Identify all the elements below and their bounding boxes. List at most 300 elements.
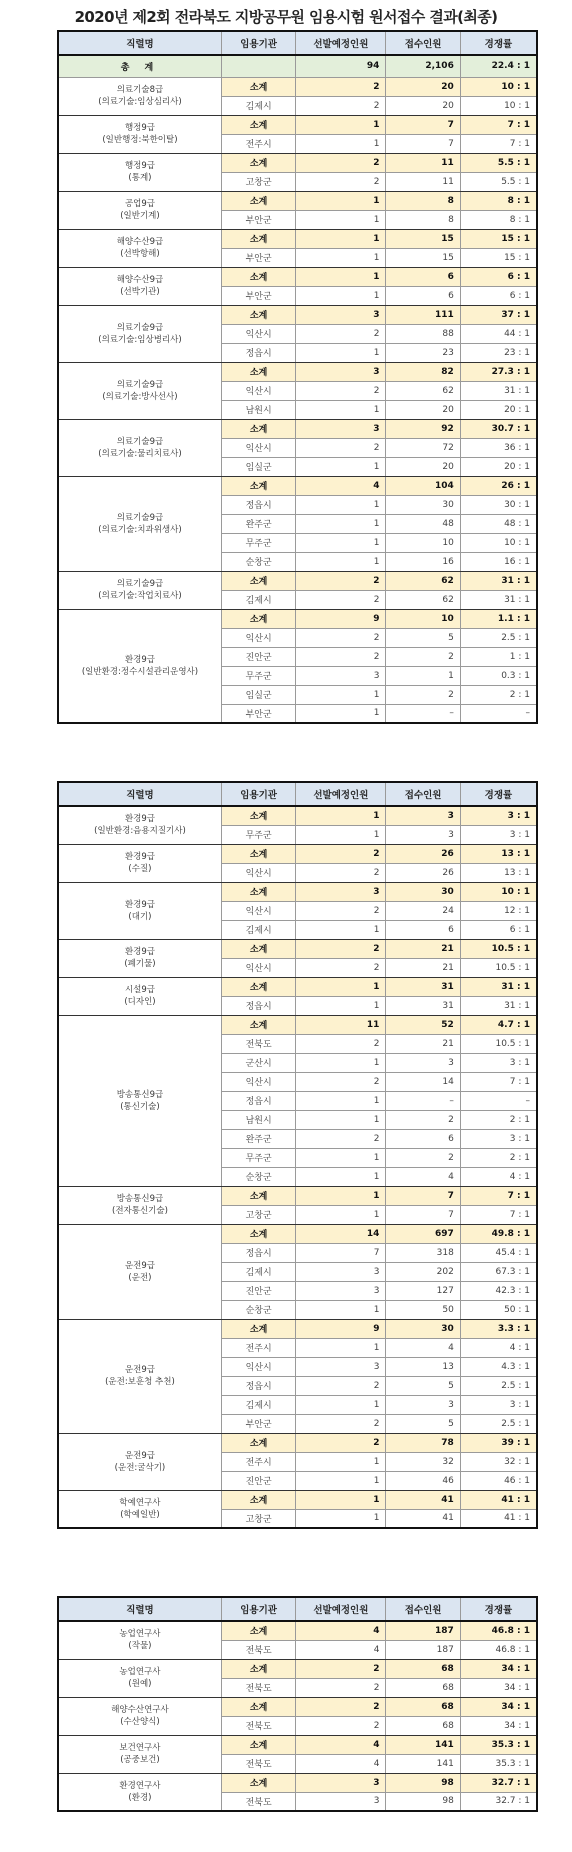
position-name	[58, 1659, 221, 1697]
position-title: 운전9급	[124, 1260, 155, 1271]
agency-cell: 전주시	[221, 134, 295, 153]
applied-cell: 20	[386, 96, 460, 115]
position-detail: (운전:굴삭기)	[114, 1462, 166, 1473]
ratio-cell: 3 : 1	[460, 806, 537, 825]
planned-cell: 2	[296, 1072, 386, 1091]
planned-cell: 3	[296, 305, 386, 324]
ratio-cell: 5.5 : 1	[460, 172, 537, 191]
ratio-cell: 31 : 1	[460, 571, 537, 590]
subtotal-row	[58, 1433, 537, 1452]
position-title: 농업연구사	[119, 1667, 161, 1677]
applied-cell: 20	[386, 457, 460, 476]
planned-cell: 2	[296, 647, 386, 666]
applied-cell: 68	[386, 1659, 460, 1678]
agency-cell: 김제시	[221, 1262, 295, 1281]
ratio-cell: 31 : 1	[460, 996, 537, 1015]
agency-cell: 남원시	[221, 1110, 295, 1129]
applied-cell: 14	[386, 1072, 460, 1091]
position-title: 해양수산9급	[116, 237, 164, 247]
planned-cell: 4	[296, 1754, 386, 1773]
planned-cell: 2	[296, 96, 386, 115]
ratio-cell: 12 : 1	[460, 901, 537, 920]
agency-cell: 소계	[221, 191, 295, 210]
ratio-cell: 49.8 : 1	[460, 1224, 537, 1243]
planned-cell: 4	[296, 476, 386, 495]
applied-cell: 30	[386, 1319, 460, 1338]
position-name	[58, 419, 221, 476]
agency-cell: 정읍시	[221, 1091, 295, 1110]
agency-cell: 소계	[221, 1319, 295, 1338]
planned-cell: 1	[296, 1091, 386, 1110]
planned-cell: 4	[296, 1640, 386, 1659]
position-name	[58, 806, 221, 844]
applied-cell: 15	[386, 229, 460, 248]
agency-cell: 익산시	[221, 438, 295, 457]
ratio-cell: 34 : 1	[460, 1697, 537, 1716]
position-name	[58, 229, 221, 267]
agency-cell: 전주시	[221, 1338, 295, 1357]
applied-cell: 6	[386, 286, 460, 305]
applied-cell: 6	[386, 920, 460, 939]
applied-cell: 10	[386, 609, 460, 628]
ratio-cell: 31 : 1	[460, 381, 537, 400]
agency-cell: 정읍시	[221, 495, 295, 514]
planned-cell: 1	[296, 1471, 386, 1490]
position-detail: (운전)	[128, 1272, 152, 1283]
agency-cell: 무주군	[221, 1148, 295, 1167]
column-header: 임용기관	[221, 1597, 295, 1621]
ratio-cell: 4.7 : 1	[460, 1015, 537, 1034]
position-title: 해양수산연구사	[111, 1705, 169, 1715]
position-title: 운전9급	[124, 1365, 155, 1375]
subtotal-row	[58, 1735, 537, 1754]
planned-cell: 1	[296, 248, 386, 267]
planned-cell: 2	[296, 863, 386, 882]
applied-cell: 82	[386, 362, 460, 381]
ratio-cell: 4 : 1	[460, 1338, 537, 1357]
agency-cell: 익산시	[221, 1357, 295, 1376]
applied-cell: 141	[386, 1735, 460, 1754]
applied-cell: 62	[386, 590, 460, 609]
subtotal-row	[58, 1621, 537, 1640]
agency-cell: 무주군	[221, 825, 295, 844]
planned-cell: 1	[296, 343, 386, 362]
planned-cell: 1	[296, 704, 386, 723]
ratio-cell: 23 : 1	[460, 343, 537, 362]
agency-cell: 익산시	[221, 958, 295, 977]
ratio-cell: 48 : 1	[460, 514, 537, 533]
applied-cell: 3	[386, 806, 460, 825]
applied-cell: 104	[386, 476, 460, 495]
agency-cell: 소계	[221, 609, 295, 628]
planned-cell: 1	[296, 400, 386, 419]
ratio-cell: 3 : 1	[460, 1395, 537, 1414]
position-name	[58, 1697, 221, 1735]
position-detail: (의료기술:물리치료사)	[98, 448, 182, 459]
applied-cell: 2	[386, 1148, 460, 1167]
applied-cell: 31	[386, 977, 460, 996]
agency-cell: 남원시	[221, 400, 295, 419]
agency-cell: 소계	[221, 1015, 295, 1034]
position-detail: (의료기술:임상심리사)	[98, 97, 182, 107]
ratio-cell: 10 : 1	[460, 96, 537, 115]
position-title: 환경9급	[124, 814, 155, 825]
applied-cell: 6	[386, 267, 460, 286]
total-ratio: 22.4 : 1	[460, 55, 537, 77]
ratio-cell: 3 : 1	[460, 1129, 537, 1148]
planned-cell: 3	[296, 1357, 386, 1376]
ratio-cell: 31 : 1	[460, 977, 537, 996]
results-table-2	[57, 781, 538, 1529]
ratio-cell: 8 : 1	[460, 191, 537, 210]
position-detail: (일반기계)	[120, 211, 160, 221]
position-name	[58, 977, 221, 1015]
column-header: 직렬명	[58, 31, 221, 55]
applied-cell: 41	[386, 1509, 460, 1528]
position-name	[58, 77, 221, 115]
agency-cell: 소계	[221, 806, 295, 825]
header-row	[58, 782, 537, 806]
ratio-cell: 8 : 1	[460, 210, 537, 229]
header-row	[58, 31, 537, 55]
ratio-cell: 4.3 : 1	[460, 1357, 537, 1376]
planned-cell: 1	[296, 1053, 386, 1072]
agency-cell: 소계	[221, 77, 295, 96]
planned-cell: 1	[296, 806, 386, 825]
position-detail: (의료기술:방사선사)	[102, 391, 178, 402]
ratio-cell: 6 : 1	[460, 267, 537, 286]
column-header: 접수인원	[386, 1597, 460, 1621]
agency-cell: 전주시	[221, 1452, 295, 1471]
position-name	[58, 1735, 221, 1773]
ratio-cell: 7 : 1	[460, 134, 537, 153]
applied-cell: 4	[386, 1338, 460, 1357]
position-title: 의료기술9급	[116, 512, 164, 523]
applied-cell: 2	[386, 1110, 460, 1129]
planned-cell: 3	[296, 882, 386, 901]
planned-cell: 3	[296, 1792, 386, 1811]
applied-cell: 11	[386, 172, 460, 191]
planned-cell: 1	[296, 457, 386, 476]
applied-cell: 10	[386, 533, 460, 552]
planned-cell: 9	[296, 1319, 386, 1338]
agency-cell: 임실군	[221, 457, 295, 476]
position-name	[58, 191, 221, 229]
agency-cell: 완주군	[221, 514, 295, 533]
planned-cell: 2	[296, 172, 386, 191]
position-name	[58, 1621, 221, 1659]
agency-cell: 김제시	[221, 96, 295, 115]
position-detail: (의료기술:치과위생사)	[98, 524, 182, 535]
planned-cell: 1	[296, 495, 386, 514]
ratio-cell: 3.3 : 1	[460, 1319, 537, 1338]
planned-cell: 2	[296, 844, 386, 863]
ratio-cell: –	[460, 1091, 537, 1110]
applied-cell: 68	[386, 1716, 460, 1735]
applied-cell: 21	[386, 1034, 460, 1053]
ratio-cell: 15 : 1	[460, 248, 537, 267]
agency-cell: 소계	[221, 1433, 295, 1452]
position-detail: (전자통신기술)	[112, 1206, 168, 1216]
agency-cell: 무주군	[221, 533, 295, 552]
applied-cell: 68	[386, 1697, 460, 1716]
planned-cell: 1	[296, 210, 386, 229]
position-name	[58, 1773, 221, 1811]
applied-cell: 98	[386, 1792, 460, 1811]
applied-cell: 62	[386, 571, 460, 590]
planned-cell: 2	[296, 77, 386, 96]
applied-cell: 92	[386, 419, 460, 438]
results-table-1	[57, 30, 538, 724]
planned-cell: 1	[296, 1186, 386, 1205]
applied-cell: 30	[386, 882, 460, 901]
ratio-cell: 10.5 : 1	[460, 1034, 537, 1053]
ratio-cell: 31 : 1	[460, 590, 537, 609]
position-title: 방송통신9급	[116, 1089, 164, 1100]
agency-cell: 완주군	[221, 1129, 295, 1148]
subtotal-row	[58, 1773, 537, 1792]
ratio-cell: 32.7 : 1	[460, 1792, 537, 1811]
applied-cell: 7	[386, 134, 460, 153]
planned-cell: 3	[296, 419, 386, 438]
ratio-cell: 10 : 1	[460, 533, 537, 552]
planned-cell: 2	[296, 1716, 386, 1735]
ratio-cell: 10 : 1	[460, 77, 537, 96]
planned-cell: 1	[296, 1167, 386, 1186]
ratio-cell: 35.3 : 1	[460, 1735, 537, 1754]
applied-cell: 187	[386, 1621, 460, 1640]
subtotal-row	[58, 1490, 537, 1509]
ratio-cell: 2.5 : 1	[460, 1414, 537, 1433]
planned-cell: 4	[296, 1621, 386, 1640]
subtotal-row	[58, 1319, 537, 1338]
ratio-cell: 13 : 1	[460, 844, 537, 863]
ratio-cell: 3 : 1	[460, 1053, 537, 1072]
agency-cell: 부안군	[221, 704, 295, 723]
planned-cell: 1	[296, 1148, 386, 1167]
position-name	[58, 305, 221, 362]
planned-cell: 1	[296, 996, 386, 1015]
agency-cell: 익산시	[221, 1072, 295, 1091]
agency-cell: 소계	[221, 882, 295, 901]
planned-cell: 2	[296, 1433, 386, 1452]
ratio-cell: 15 : 1	[460, 229, 537, 248]
planned-cell: 1	[296, 267, 386, 286]
planned-cell: 1	[296, 552, 386, 571]
column-header: 경쟁률	[460, 782, 537, 806]
applied-cell: 7	[386, 115, 460, 134]
total-row	[58, 55, 537, 77]
applied-cell: 48	[386, 514, 460, 533]
subtotal-row	[58, 806, 537, 825]
agency-cell: 소계	[221, 1224, 295, 1243]
position-title: 해양수산9급	[116, 275, 164, 285]
applied-cell: 127	[386, 1281, 460, 1300]
planned-cell: 2	[296, 153, 386, 172]
agency-cell: 소계	[221, 1697, 295, 1716]
planned-cell: 1	[296, 1300, 386, 1319]
column-header: 직렬명	[58, 782, 221, 806]
subtotal-row	[58, 1659, 537, 1678]
position-title: 공업9급	[124, 199, 155, 209]
position-title: 환경9급	[124, 947, 155, 957]
applied-cell: 2	[386, 685, 460, 704]
agency-cell: 소계	[221, 1490, 295, 1509]
agency-cell: 임실군	[221, 685, 295, 704]
ratio-cell: 30 : 1	[460, 495, 537, 514]
agency-cell: 전북도	[221, 1640, 295, 1659]
ratio-cell: 1.1 : 1	[460, 609, 537, 628]
applied-cell: 26	[386, 863, 460, 882]
total-planned: 94	[296, 55, 386, 77]
agency-cell: 전북도	[221, 1716, 295, 1735]
applied-cell: 15	[386, 248, 460, 267]
column-header: 선발예정인원	[296, 782, 386, 806]
position-detail: (운전:보훈청 추천)	[105, 1377, 175, 1387]
applied-cell: 20	[386, 400, 460, 419]
position-detail: (공중보건)	[120, 1755, 160, 1765]
position-title: 의료기술9급	[116, 579, 164, 589]
position-detail: (선박항해)	[120, 249, 160, 259]
ratio-cell: 36 : 1	[460, 438, 537, 457]
position-name	[58, 153, 221, 191]
ratio-cell: 32.7 : 1	[460, 1773, 537, 1792]
ratio-cell: 6 : 1	[460, 920, 537, 939]
ratio-cell: 45.4 : 1	[460, 1243, 537, 1262]
planned-cell: 1	[296, 1338, 386, 1357]
agency-cell: 소계	[221, 1186, 295, 1205]
position-name	[58, 1224, 221, 1319]
ratio-cell: 67.3 : 1	[460, 1262, 537, 1281]
column-header: 선발예정인원	[296, 1597, 386, 1621]
ratio-cell: 27.3 : 1	[460, 362, 537, 381]
planned-cell: 1	[296, 115, 386, 134]
applied-cell: 72	[386, 438, 460, 457]
applied-cell: –	[386, 1091, 460, 1110]
position-title: 의료기술9급	[116, 379, 164, 390]
total-applied: 2,106	[386, 55, 460, 77]
agency-cell: 전북도	[221, 1792, 295, 1811]
planned-cell: 3	[296, 1281, 386, 1300]
planned-cell: 1	[296, 1509, 386, 1528]
agency-cell: 부안군	[221, 248, 295, 267]
applied-cell: 7	[386, 1186, 460, 1205]
planned-cell: 1	[296, 134, 386, 153]
planned-cell: 2	[296, 958, 386, 977]
applied-cell: 141	[386, 1754, 460, 1773]
planned-cell: 1	[296, 229, 386, 248]
position-name	[58, 115, 221, 153]
applied-cell: 187	[386, 1640, 460, 1659]
position-title: 학예연구사	[119, 1497, 161, 1508]
agency-cell: 익산시	[221, 628, 295, 647]
column-header: 경쟁률	[460, 31, 537, 55]
ratio-cell: 34 : 1	[460, 1678, 537, 1697]
agency-cell: 익산시	[221, 901, 295, 920]
position-name	[58, 609, 221, 723]
ratio-cell: 7 : 1	[460, 115, 537, 134]
ratio-cell: 46 : 1	[460, 1471, 537, 1490]
position-name	[58, 571, 221, 609]
ratio-cell: 46.8 : 1	[460, 1640, 537, 1659]
planned-cell: 2	[296, 1414, 386, 1433]
planned-cell: 7	[296, 1243, 386, 1262]
agency-cell: 순창군	[221, 1300, 295, 1319]
agency-cell: 익산시	[221, 863, 295, 882]
position-title: 방송통신9급	[116, 1194, 164, 1204]
agency-cell: 고창군	[221, 172, 295, 191]
applied-cell: 21	[386, 939, 460, 958]
agency-cell: 소계	[221, 1735, 295, 1754]
planned-cell: 1	[296, 286, 386, 305]
applied-cell: 32	[386, 1452, 460, 1471]
planned-cell: 1	[296, 920, 386, 939]
agency-cell: 소계	[221, 362, 295, 381]
planned-cell: 1	[296, 1452, 386, 1471]
agency-cell: 소계	[221, 419, 295, 438]
column-header: 직렬명	[58, 1597, 221, 1621]
position-title: 시설9급	[124, 985, 155, 995]
agency-cell: 고창군	[221, 1205, 295, 1224]
ratio-cell: 2 : 1	[460, 1148, 537, 1167]
ratio-cell: 41 : 1	[460, 1509, 537, 1528]
planned-cell: 4	[296, 1735, 386, 1754]
agency-cell: 진안군	[221, 647, 295, 666]
planned-cell: 1	[296, 1205, 386, 1224]
position-detail: (작물)	[128, 1641, 152, 1652]
applied-cell: 21	[386, 958, 460, 977]
ratio-cell: 30.7 : 1	[460, 419, 537, 438]
applied-cell: 68	[386, 1678, 460, 1697]
position-detail: (통계)	[128, 173, 152, 183]
agency-cell: 부안군	[221, 210, 295, 229]
applied-cell: 52	[386, 1015, 460, 1034]
ratio-cell: 1 : 1	[460, 647, 537, 666]
agency-cell: 진안군	[221, 1281, 295, 1300]
position-title: 환경9급	[124, 654, 155, 665]
position-name	[58, 844, 221, 882]
column-header: 임용기관	[221, 782, 295, 806]
planned-cell: 1	[296, 533, 386, 552]
ratio-cell: 7 : 1	[460, 1072, 537, 1091]
subtotal-row	[58, 153, 537, 172]
subtotal-row	[58, 419, 537, 438]
position-title: 환경9급	[124, 852, 155, 862]
agency-cell: 무주군	[221, 666, 295, 685]
subtotal-row	[58, 305, 537, 324]
agency-cell: 소계	[221, 571, 295, 590]
agency-cell: 소계	[221, 115, 295, 134]
ratio-cell: 34 : 1	[460, 1659, 537, 1678]
ratio-cell: 20 : 1	[460, 457, 537, 476]
planned-cell: 2	[296, 381, 386, 400]
results-table-3	[57, 1596, 538, 1812]
agency-cell: 김제시	[221, 920, 295, 939]
position-name	[58, 1186, 221, 1224]
position-name	[58, 1319, 221, 1433]
planned-cell: 1	[296, 685, 386, 704]
applied-cell: 30	[386, 495, 460, 514]
planned-cell: 3	[296, 1773, 386, 1792]
planned-cell: 2	[296, 1697, 386, 1716]
agency-cell: 전북도	[221, 1754, 295, 1773]
planned-cell: 1	[296, 977, 386, 996]
applied-cell: 13	[386, 1357, 460, 1376]
planned-cell: 2	[296, 628, 386, 647]
planned-cell: 2	[296, 324, 386, 343]
agency-cell: 소계	[221, 1659, 295, 1678]
position-title: 의료기술9급	[116, 322, 164, 333]
